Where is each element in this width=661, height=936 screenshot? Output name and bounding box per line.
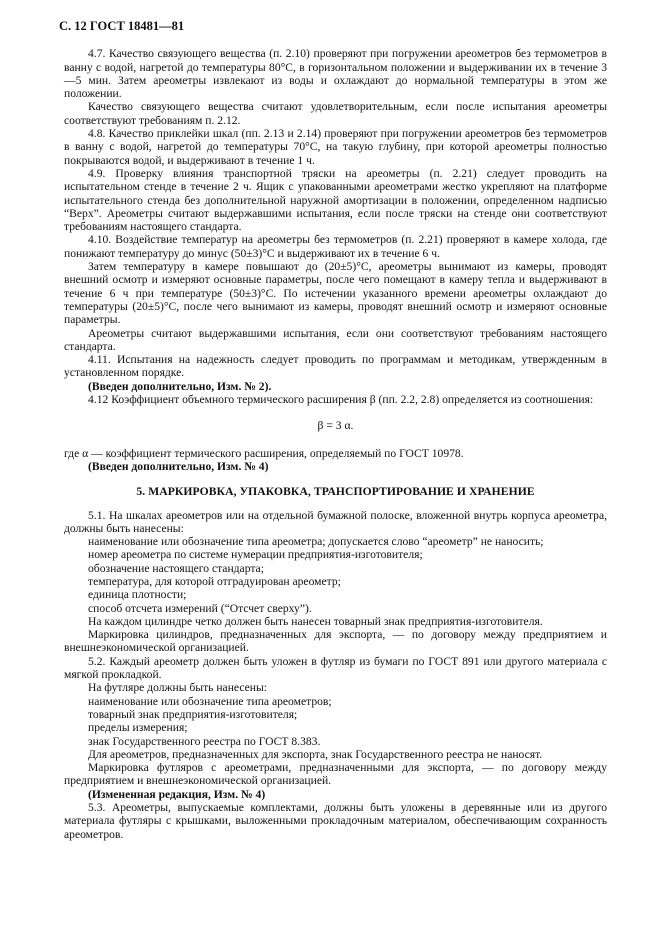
paragraph: 4.12 Коэффициент объемного термического расширения β (пп. 2.2, 2.8) определяется из соотношения: [88, 393, 594, 407]
edit-note: (Измененная редакция, Изм. № 4) [88, 787, 266, 801]
list-item: наименование или обозначение типа ареометра; допускается слово “ареометр” не наносить; [88, 535, 544, 549]
list-item: способ отсчета измерений (“Отсчет сверху”). [88, 601, 312, 615]
paragraph: 4.7. Качество связующего вещества (п. 2.10) проверяют при погружении ареометров без термометров в ванну с водой, нагретой до температуры 80°С, в горизонтальном положении и выдерживании их в течение 3—5 мин. Затем ареометры извлекают из воды и охлаждают до нормальной температуры в этом же положении. [64, 47, 607, 101]
paragraph: Ареометры считают выдержавшими испытания, если они соответствуют требованиям настоящего стандарта. [64, 326, 607, 353]
paragraph: Качество связующего вещества считают удовлетворительным, если после испытания ареометры соответствуют требованиям п. 2.12. [64, 100, 607, 127]
paragraph: где α — коэффициент термического расширения, определяемый по ГОСТ 10978. [64, 446, 464, 460]
edit-note: (Введен дополнительно, Изм. № 2). [88, 379, 272, 393]
list-item: пределы измерения; [88, 721, 188, 735]
list-item: знак Государственного реестра по ГОСТ 8.383. [88, 734, 321, 748]
list-item: единица плотности; [88, 588, 187, 602]
paragraph: На каждом цилиндре четко должен быть нанесен товарный знак предприятия-изготовителя. [88, 614, 543, 628]
paragraph: Для ареометров, предназначенных для экспорта, знак Государственного реестра не наносят. [88, 747, 543, 761]
edit-note: (Введен дополнительно, Изм. № 4) [88, 459, 269, 473]
page-header: С. 12 ГОСТ 18481—81 [59, 19, 185, 33]
paragraph: Маркировка цилиндров, предназначенных для экспорта, — по договору между предприятием и внешнеэкономической организацией. [64, 628, 607, 655]
paragraph: 4.11. Испытания на надежность следует проводить по программам и методикам, утвержденным в установленном порядке. [64, 353, 607, 380]
paragraph: 5.2. Каждый ареометр должен быть уложен в футляр из бумаги по ГОСТ 891 или другого материала с мягкой прокладкой. [64, 654, 607, 682]
paragraph: 5.3. Ареометры, выпускаемые комплектами, должны быть уложены в деревянные или из другого материала футляры с крышками, выложенными прокладочным материалом, обеспечивающим сохранность ареометров. [64, 801, 607, 841]
list-item: температура, для которой отградуирован ареометр; [88, 574, 341, 588]
paragraph: 4.9. Проверку влияния транспортной тряски на ареометры (п. 2.21) следует проводить на испытательном стенде в течение 2 ч. Ящик с упакованными ареометрами жестко укрепляют на платформе испытательного стенда без дополнительной наружной амортизации в положении, определенном надписью “Верх”. Ареометры считают выдержавшими испытания, если после тряски на стенде они соответствуют требованиям настоящего стандарта. [64, 166, 607, 234]
section-title: 5. МАРКИРОВКА, УПАКОВКА, ТРАНСПОРТИРОВАНИЕ И ХРАНЕНИЕ [136, 485, 535, 499]
list-item: На футляре должны быть нанесены: [88, 681, 267, 695]
paragraph: 4.10. Воздействие температур на ареометры без термометров (п. 2.21) проверяют в камере холода, где понижают температуру до минус (50±3)°С и выдерживают их в течение 6 ч. [64, 233, 607, 260]
paragraph: Маркировка футляров с ареометрами, предназначенными для экспорта, — по договору между предприятием и внешнеэкономической организацией. [64, 761, 607, 788]
list-item: товарный знак предприятия-изготовителя; [88, 707, 298, 721]
list-item: наименование или обозначение типа ареометров; [88, 694, 332, 708]
list-item: номер ареометра по системе нумерации предприятия-изготовителя; [88, 548, 423, 562]
formula: β = 3 α. [317, 419, 354, 433]
paragraph: 4.8. Качество приклейки шкал (пп. 2.13 и 2.14) проверяют при погружении ареометров без термометров в ванну с водой, нагретой до температуры 70°С, на такую глубину, при которой ареометры полностью покрываются водой, и выдерживают в течение 1 ч. [64, 127, 607, 167]
paragraph: Затем температуру в камере повышают до (20±5)°С, ареометры вынимают из камеры, проводят внешний осмотр и измеряют основные параметры, после чего помещают в камеру тепла и выдерживают в течение 6 ч при температуре (50±3)°С. По истечении указанного времени ареометры охлаждают до температуры (20±5)°С, после чего вынимают из камеры, проводят внешний осмотр и измеряют основные параметры. [64, 260, 607, 327]
list-item: обозначение настоящего стандарта; [88, 561, 264, 575]
paragraph: 5.1. На шкалах ареометров или на отдельной бумажной полоске, вложенной внутрь корпуса ареометра, должны быть нанесены: [64, 508, 607, 535]
